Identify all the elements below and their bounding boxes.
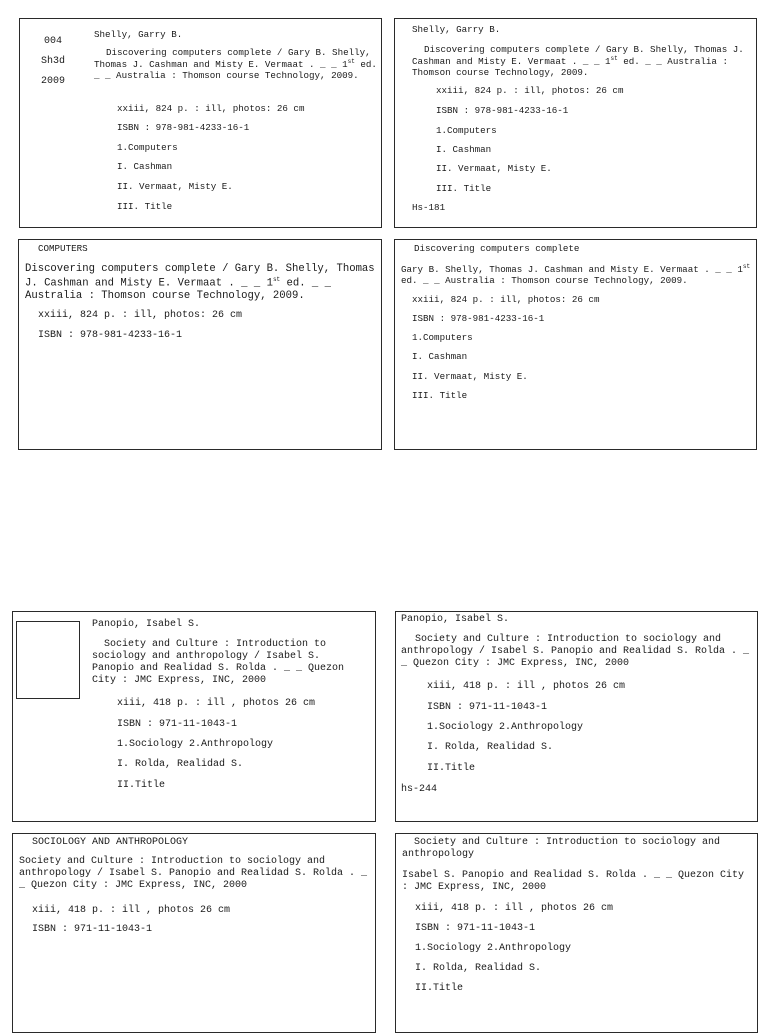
- call-number-cutter: Sh3d: [41, 56, 66, 67]
- tracing-title: II.Title: [427, 763, 476, 774]
- title-paragraph: Discovering computers complete / Gary B. Shelly, Thomas J. Cashman and Misty E. Vermaat . _ _ 1st ed. _ _ Australia : Thomson course Technology, 2009.: [25, 263, 375, 302]
- isbn-line: ISBN : 978-981-4233-16-1: [117, 122, 250, 133]
- call-number-year: 2009: [41, 76, 66, 87]
- tracing-title: III. Title: [436, 183, 492, 194]
- catalog-card-author-2: [395, 611, 758, 822]
- tracing-added-entry: I. Rolda, Realidad S.: [427, 742, 554, 753]
- tracing-added-entry-1: I. Cashman: [412, 351, 468, 362]
- tracing-subject: 1.Computers: [436, 125, 497, 136]
- tracing-added-entry: I. Rolda, Realidad S.: [117, 759, 244, 770]
- tracing-subjects: 1.Sociology 2.Anthropology: [117, 739, 274, 750]
- catalog-card-subject-1: [18, 239, 382, 450]
- call-number-box: [16, 621, 80, 699]
- title-paragraph: Society and Culture : Introduction to sociology and anthropology / Isabel S. Panopio and Realidad S. Rolda . _ _ Quezon City : JMC Express, INC, 2000: [92, 639, 345, 686]
- isbn-line: ISBN : 971-11-1043-1: [427, 702, 548, 713]
- tracing-added-entry: I. Rolda, Realidad S.: [415, 963, 542, 974]
- collation-line: xiii, 418 p. : ill , photos 26 cm: [32, 905, 231, 916]
- tracing-subject: 1.Computers: [117, 142, 178, 153]
- tracing-subject: 1.Computers: [412, 332, 473, 343]
- isbn-line: ISBN : 978-981-4233-16-1: [38, 330, 183, 341]
- catalog-card-shelf-list-1: [19, 18, 382, 228]
- accession-number: Hs-181: [412, 202, 446, 213]
- author-paragraph: Isabel S. Panopio and Realidad S. Rolda . _ _ Quezon City : JMC Express, INC, 2000: [402, 870, 745, 893]
- accession-number: hs-244: [401, 784, 438, 795]
- isbn-line: ISBN : 978-981-4233-16-1: [436, 105, 569, 116]
- author-heading: Panopio, Isabel S.: [92, 619, 201, 630]
- collation-line: xiii, 418 p. : ill , photos 26 cm: [117, 698, 316, 709]
- isbn-line: ISBN : 971-11-1043-1: [32, 924, 153, 935]
- catalog-card-title-1: [394, 239, 757, 450]
- collation-line: xxiii, 824 p. : ill, photos: 26 cm: [412, 294, 600, 305]
- tracing-title: III. Title: [117, 201, 173, 212]
- isbn-line: ISBN : 971-11-1043-1: [117, 719, 238, 730]
- collation-line: xxiii, 824 p. : ill, photos: 26 cm: [38, 310, 243, 321]
- title-paragraph: Discovering computers complete / Gary B. Shelly, Thomas J. Cashman and Misty E. Vermaat . _ _ 1st ed. _ _ Australia : Thomson course Technology, 2009.: [94, 47, 377, 82]
- title-paragraph: Society and Culture : Introduction to sociology and anthropology / Isabel S. Panopio and Realidad S. Rolda . _ _ Quezon City : JMC Express, INC, 2000: [19, 856, 368, 891]
- isbn-line: ISBN : 978-981-4233-16-1: [412, 313, 545, 324]
- author-heading: Shelly, Garry B.: [412, 24, 501, 35]
- tracing-subjects: 1.Sociology 2.Anthropology: [427, 722, 584, 733]
- author-paragraph: Gary B. Shelly, Thomas J. Cashman and Misty E. Vermaat . _ _ 1st ed. _ _ Australia : Thomson course Technology, 2009.: [401, 263, 751, 287]
- title-heading: Society and Culture : Introduction to sociology and anthropology: [402, 837, 721, 860]
- tracing-title: II.Title: [117, 780, 166, 791]
- isbn-line: ISBN : 971-11-1043-1: [415, 923, 536, 934]
- author-heading: Panopio, Isabel S.: [401, 614, 510, 625]
- catalog-card-subject-2: [12, 833, 376, 1033]
- tracing-added-entry-2: II. Vermaat, Misty E.: [117, 181, 233, 192]
- catalog-card-title-2: [395, 833, 758, 1033]
- catalog-card-author-1: [394, 18, 757, 228]
- tracing-added-entry-1: I. Cashman: [117, 161, 173, 172]
- tracing-added-entry-2: II. Vermaat, Misty E.: [412, 371, 528, 382]
- tracing-title: II.Title: [415, 983, 464, 994]
- collation-line: xiii, 418 p. : ill , photos 26 cm: [415, 903, 614, 914]
- subject-heading: COMPUTERS: [38, 243, 88, 254]
- call-number-class: 004: [44, 36, 63, 47]
- collation-line: xxiii, 824 p. : ill, photos: 26 cm: [117, 103, 305, 114]
- tracing-added-entry-2: II. Vermaat, Misty E.: [436, 163, 552, 174]
- tracing-subjects: 1.Sociology 2.Anthropology: [415, 943, 572, 954]
- catalog-card-shelf-list-2: [12, 611, 376, 822]
- subject-heading: SOCIOLOGY AND ANTHROPOLOGY: [32, 837, 189, 848]
- collation-line: xxiii, 824 p. : ill, photos: 26 cm: [436, 85, 624, 96]
- tracing-title: III. Title: [412, 390, 468, 401]
- title-paragraph: Discovering computers complete / Gary B. Shelly, Thomas J. Cashman and Misty E. Vermaat . _ _ 1st ed. _ _ Australia : Thomson course Technology, 2009.: [412, 44, 744, 79]
- author-heading: Shelly, Garry B.: [94, 29, 183, 40]
- collation-line: xiii, 418 p. : ill , photos 26 cm: [427, 681, 626, 692]
- title-paragraph: Society and Culture : Introduction to sociology and anthropology / Isabel S. Panopio and Realidad S. Rolda . _ _ Quezon City : JMC Express, INC, 2000: [401, 634, 750, 669]
- title-heading: Discovering computers complete: [414, 243, 580, 254]
- tracing-added-entry-1: I. Cashman: [436, 144, 492, 155]
